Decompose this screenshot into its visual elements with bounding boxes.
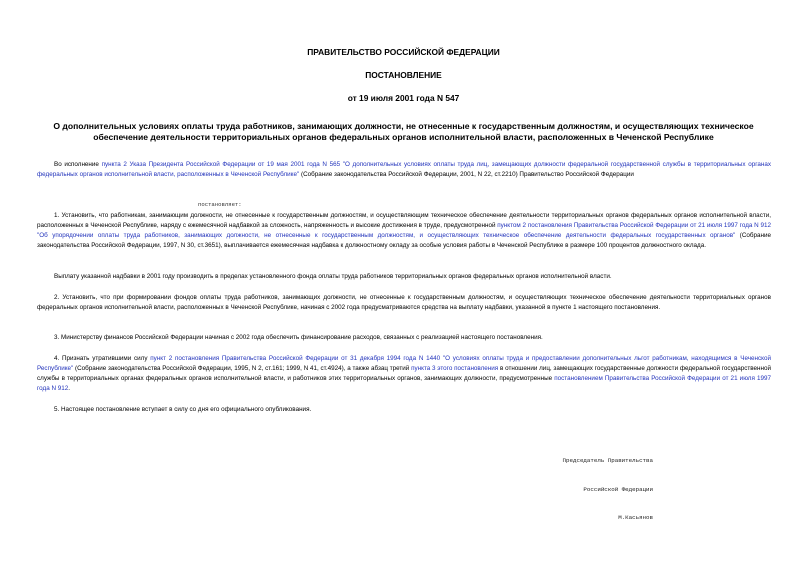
item-1-text-b: (Собрание законодательства Российской Федерации, 1997, N 30, ст.3651), выплачивается ежемесячная надбавка к должностному окладу за особые условия работы в Чеченской Республике в размере 100 процентов должностного оклада. <box>37 232 771 249</box>
item-5: 5. Настоящее постановление вступает в силу со дня его официального опубликования. <box>54 406 312 413</box>
document-date-number: от 19 июля 2001 года N 547 <box>347 93 460 103</box>
item-1-extra: Выплату указанной надбавки в 2001 году производить в пределах установленного фонда оплаты труда работников территориальных органов федеральных органов исполнительной власти. <box>54 273 612 280</box>
signature-block <box>513 437 653 542</box>
link-decree-565[interactable]: пункта 2 Указа Президента Российской Федерации от 19 мая 2001 года N 565 "О дополнительных условиях оплаты труда лиц, замещающих должности федеральной государственной службы в территориальных органах федеральных органов исполнительной власти, расположенных в Чеченской Республике" <box>37 161 771 178</box>
item-4-text-b: (Собрание законодательства Российской Федерации, 1995, N 2, ст.161; 1999, N 41, ст.4924), а также абзац третий <box>73 365 412 372</box>
item-1 <box>37 211 771 251</box>
preamble-intro: Во исполнение <box>54 161 102 168</box>
government-heading: ПРАВИТЕЛЬСТВО РОССИЙСКОЙ ФЕДЕРАЦИИ <box>307 47 500 57</box>
signature-position: Председатель Правительства <box>562 457 653 464</box>
item-4 <box>37 354 771 394</box>
link-item-3[interactable]: пункта 3 этого постановления <box>411 365 499 372</box>
signature-name: М.Касьянов <box>618 514 653 521</box>
signature-country: Российской Федерации <box>583 485 653 493</box>
link-resolution-1440[interactable]: пункт 2 постановления Правительства Российской Федерации от 31 декабря 1994 года N 1440 "О условиях оплаты труда и предоставлении дополнительных льгот работникам, находящимся в Чеченской Республике" <box>37 355 771 372</box>
postanovlyaet-label: постановляет: <box>198 201 242 208</box>
link-resolution-912[interactable]: постановлением Правительства Российской Федерации от 21 июля 1997 года N 912 <box>37 375 771 392</box>
item-2: 2. Установить, что при формировании фондов оплаты труда работников, занимающих должности, не отнесенные к государственным должностям, и осуществляющих техническое обеспечение деятельности территориальных органов федеральных органов исполнительной власти, расположенных в Чеченской Республике, начиная с 2002 года предусматриваются средства на выплату надбавки, указанной в пункте 1 настоящего постановления. <box>37 294 771 311</box>
document-type: ПОСТАНОВЛЕНИЕ <box>365 70 442 80</box>
preamble-tail: (Собрание законодательства Российской Федерации, 2001, N 22, ст.2210) Правительство Российской Федерации <box>299 171 634 178</box>
item-3: 3. Министерству финансов Российской Федерации начиная с 2002 года обеспечить финансирование расходов, связанных с реализацией настоящего постановления. <box>54 334 543 341</box>
item-4-text-d: . <box>68 385 71 392</box>
preamble <box>37 160 771 180</box>
item-4-text-a: 4. Признать утратившими силу <box>54 355 151 362</box>
item-4-text-c: в отношении лиц, замещающих государственные должности федеральной государственной службы в территориальных органах федеральных органов исполнительной власти, и работников этих территориальных органов, занимающих должности, предусмотренные <box>37 365 771 382</box>
item-1-text-a: 1. Установить, что работникам, занимающим должности, не отнесенные к государственным должностям, и осуществляющим техническое обеспечение деятельности территориальных органов федеральных органов исполнительной власти, расположенных в Чеченской Республике, наряду с ежемесячной надбавкой за сложность, напряженность и высокие достижения в труде, предусмотренной <box>37 212 771 229</box>
document-title: О дополнительных условиях оплаты труда работников, занимающих должности, не отнесенные к государственным должностям, и осуществляющих техническое обеспечение деятельности территориальных органов федеральных органов исполнительной власти, расположенных в Чеченской Республике <box>53 121 754 142</box>
link-resolution-912-p2[interactable]: пунктом 2 постановления Правительства Российской Федерации от 21 июля 1997 года N 912 "Об упорядочении оплаты труда работников, занимающих должности, не отнесенные к государственным должностям, и осуществляющих техническое обеспечение деятельности федеральных государственных органов" <box>37 222 771 239</box>
